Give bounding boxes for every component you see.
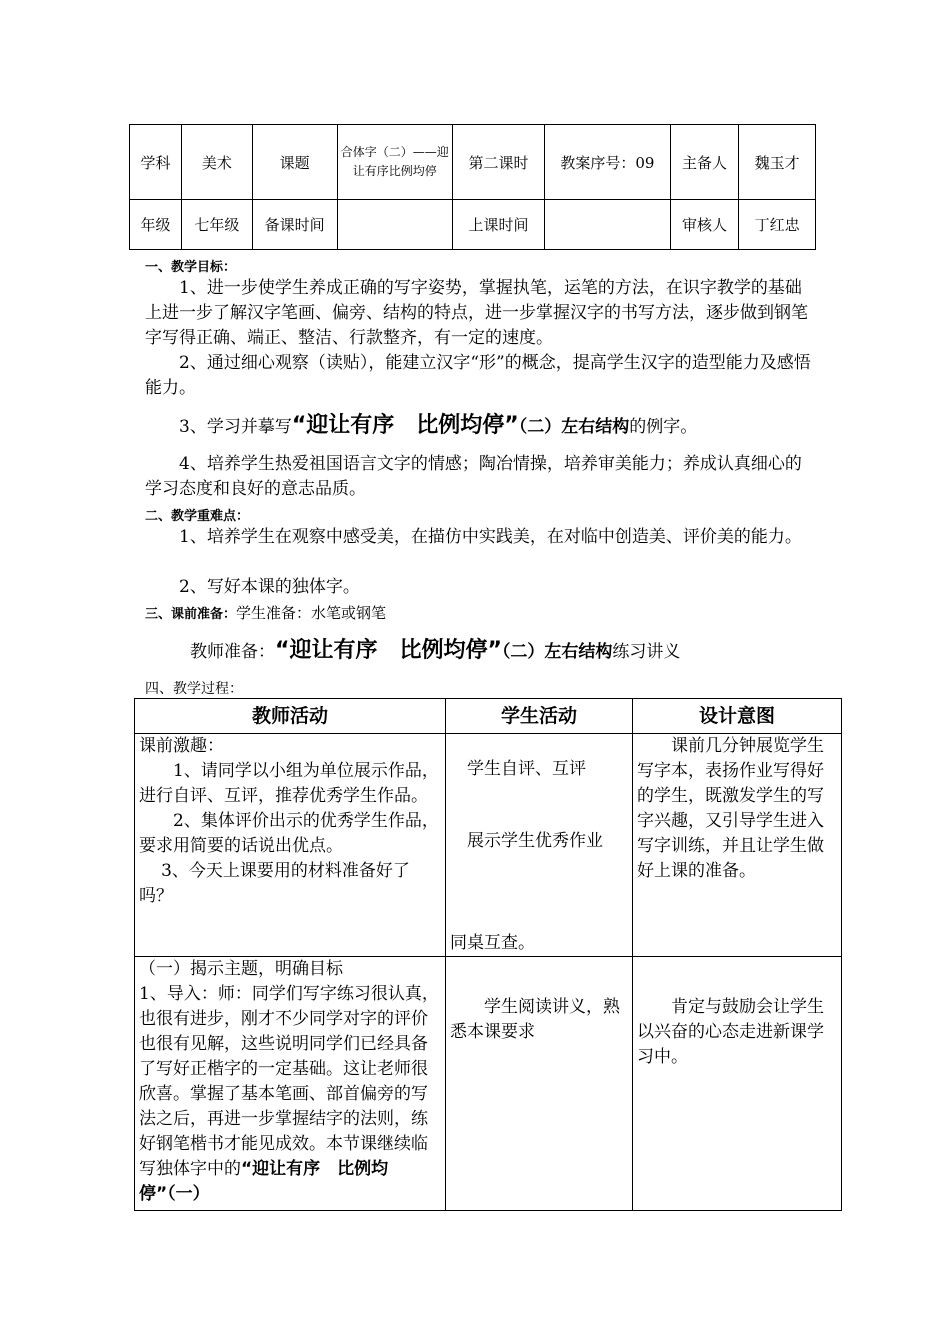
goal-3-structure: （二）左右结构 xyxy=(518,417,630,437)
teacher-prep-title: “迎让有序 比例均停” xyxy=(275,638,502,663)
goal-3-title: “迎让有序 比例均停” xyxy=(291,413,519,438)
topic-label: 课题 xyxy=(252,125,337,200)
row2-teacher-body xyxy=(139,982,441,1207)
main-preparer-value: 魏玉才 xyxy=(739,125,816,200)
row2-student xyxy=(446,957,633,1211)
main-preparer-label: 主备人 xyxy=(670,125,738,200)
row2-teacher-text: 1、导入：师：同学们写字练习很认真，也很有进步，刚才不少同学对字的评价也很有见解，这些说明同学们已经具备了写好正楷字的一定基础。这让老师很欣喜。掌握了基本笔画、部首偏旁的写法之后，再进一步掌握结字的法则，练好钢笔楷书才能见成效。本节课继续临写独体字中的 xyxy=(139,984,439,1179)
prep-time-value xyxy=(337,200,453,250)
goal-4: 4、培养学生热爱祖国语言文字的情感；陶冶情操，培养审美能力；养成认真细心的学习态度和良好的意志品质。 xyxy=(145,454,802,499)
process-table xyxy=(134,698,842,1211)
header-student: 学生活动 xyxy=(446,699,633,734)
plan-number: 教案序号：09 xyxy=(545,125,671,200)
key-point-2: 2、写好本课的独体字。 xyxy=(179,577,360,597)
row1-student-item: 同桌互查。 xyxy=(450,933,535,953)
teacher-prep-structure: （二）左右结构 xyxy=(501,642,613,662)
row1-student-item: 展示学生优秀作业 xyxy=(467,831,603,851)
section-goals-title: 一、教学目标： xyxy=(145,260,237,275)
goal-3 xyxy=(145,410,815,443)
goal-3-suffix: 的例字。 xyxy=(629,417,698,437)
prep-time-label: 备课时间 xyxy=(252,200,337,250)
class-time-value xyxy=(545,200,671,250)
grade-label: 年级 xyxy=(130,200,182,250)
header-intent: 设计意图 xyxy=(633,699,842,734)
topic-value: 合体字（二）——迎让有序比例均停 xyxy=(337,125,453,200)
grade-value: 七年级 xyxy=(182,200,253,250)
student-prep: 学生准备：水笔或钢笔 xyxy=(236,604,387,622)
goal-1: 1、进一步使学生养成正确的写字姿势，掌握执笔，运笔的方法，在识字教学的基础上进一步了解汉字笔画、偏旁、结构的特点，进一步掌握汉字的书写方法，逐步做到钢笔字写得正确、端正、整洁、行款整齐，有一定的速度。 xyxy=(145,278,808,348)
lesson-period: 第二课时 xyxy=(453,125,545,200)
row1-teacher-item: 3、今天上课要用的材料准备好了吗？ xyxy=(139,861,410,906)
row2-student-text: 学生阅读讲义，熟悉本课要求 xyxy=(450,997,620,1042)
section-prep xyxy=(145,602,386,623)
row1-teacher-item: 2、集体评价出示的优秀学生作品，要求用简要的话说出优点。 xyxy=(139,811,439,856)
teacher-prep-label: 教师准备： xyxy=(190,642,275,662)
subject-label: 学科 xyxy=(130,125,182,200)
header-teacher: 教师活动 xyxy=(135,699,446,734)
section-prep-title: 三、课前准备： xyxy=(145,607,237,622)
row2-teacher-title: （一）揭示主题，明确目标 xyxy=(139,959,343,979)
row1-intent: 课前几分钟展览学生写字本，表扬作业写得好的学生，既激发学生的写字兴趣，又引导学生进入写字训练，并且让学生做好上课的准备。 xyxy=(633,734,842,957)
section-process-title: 四、教学过程： xyxy=(145,681,243,697)
row2-teacher-bold: “迎让有序 比例均停”（一） xyxy=(139,1159,389,1204)
lesson-info-table xyxy=(129,124,816,250)
row1-teacher-item: 1、请同学以小组为单位展示作品，进行自评、互评，推荐优秀学生作品。 xyxy=(139,761,439,806)
key-point-1: 1、培养学生在观察中感受美，在描仿中实践美，在对临中创造美、评价美的能力。 xyxy=(179,527,802,547)
section-key-title: 二、教学重难点： xyxy=(145,509,250,524)
row2-intent-text: 肯定与鼓励会让学生以兴奋的心态走进新课学习中。 xyxy=(637,997,824,1067)
row1-student xyxy=(446,734,633,957)
goal-2: 2、通过细心观察（读贴），能建立汉字“形”的概念，提高学生汉字的造型能力及感悟能力。 xyxy=(145,353,811,398)
row2-intent xyxy=(633,957,842,1211)
row1-teacher xyxy=(135,734,446,957)
reviewer-value: 丁红忠 xyxy=(739,200,816,250)
goal-3-prefix: 3、学习并摹写 xyxy=(179,417,292,437)
reviewer-label: 审核人 xyxy=(670,200,738,250)
teacher-prep xyxy=(190,634,680,669)
row1-student-item: 学生自评、互评 xyxy=(467,759,586,779)
teacher-prep-suffix: 练习讲义 xyxy=(612,642,681,662)
class-time-label: 上课时间 xyxy=(453,200,545,250)
row1-teacher-title: 课前激趣： xyxy=(139,736,224,756)
row2-teacher xyxy=(135,957,446,1211)
subject-value: 美术 xyxy=(182,125,253,200)
